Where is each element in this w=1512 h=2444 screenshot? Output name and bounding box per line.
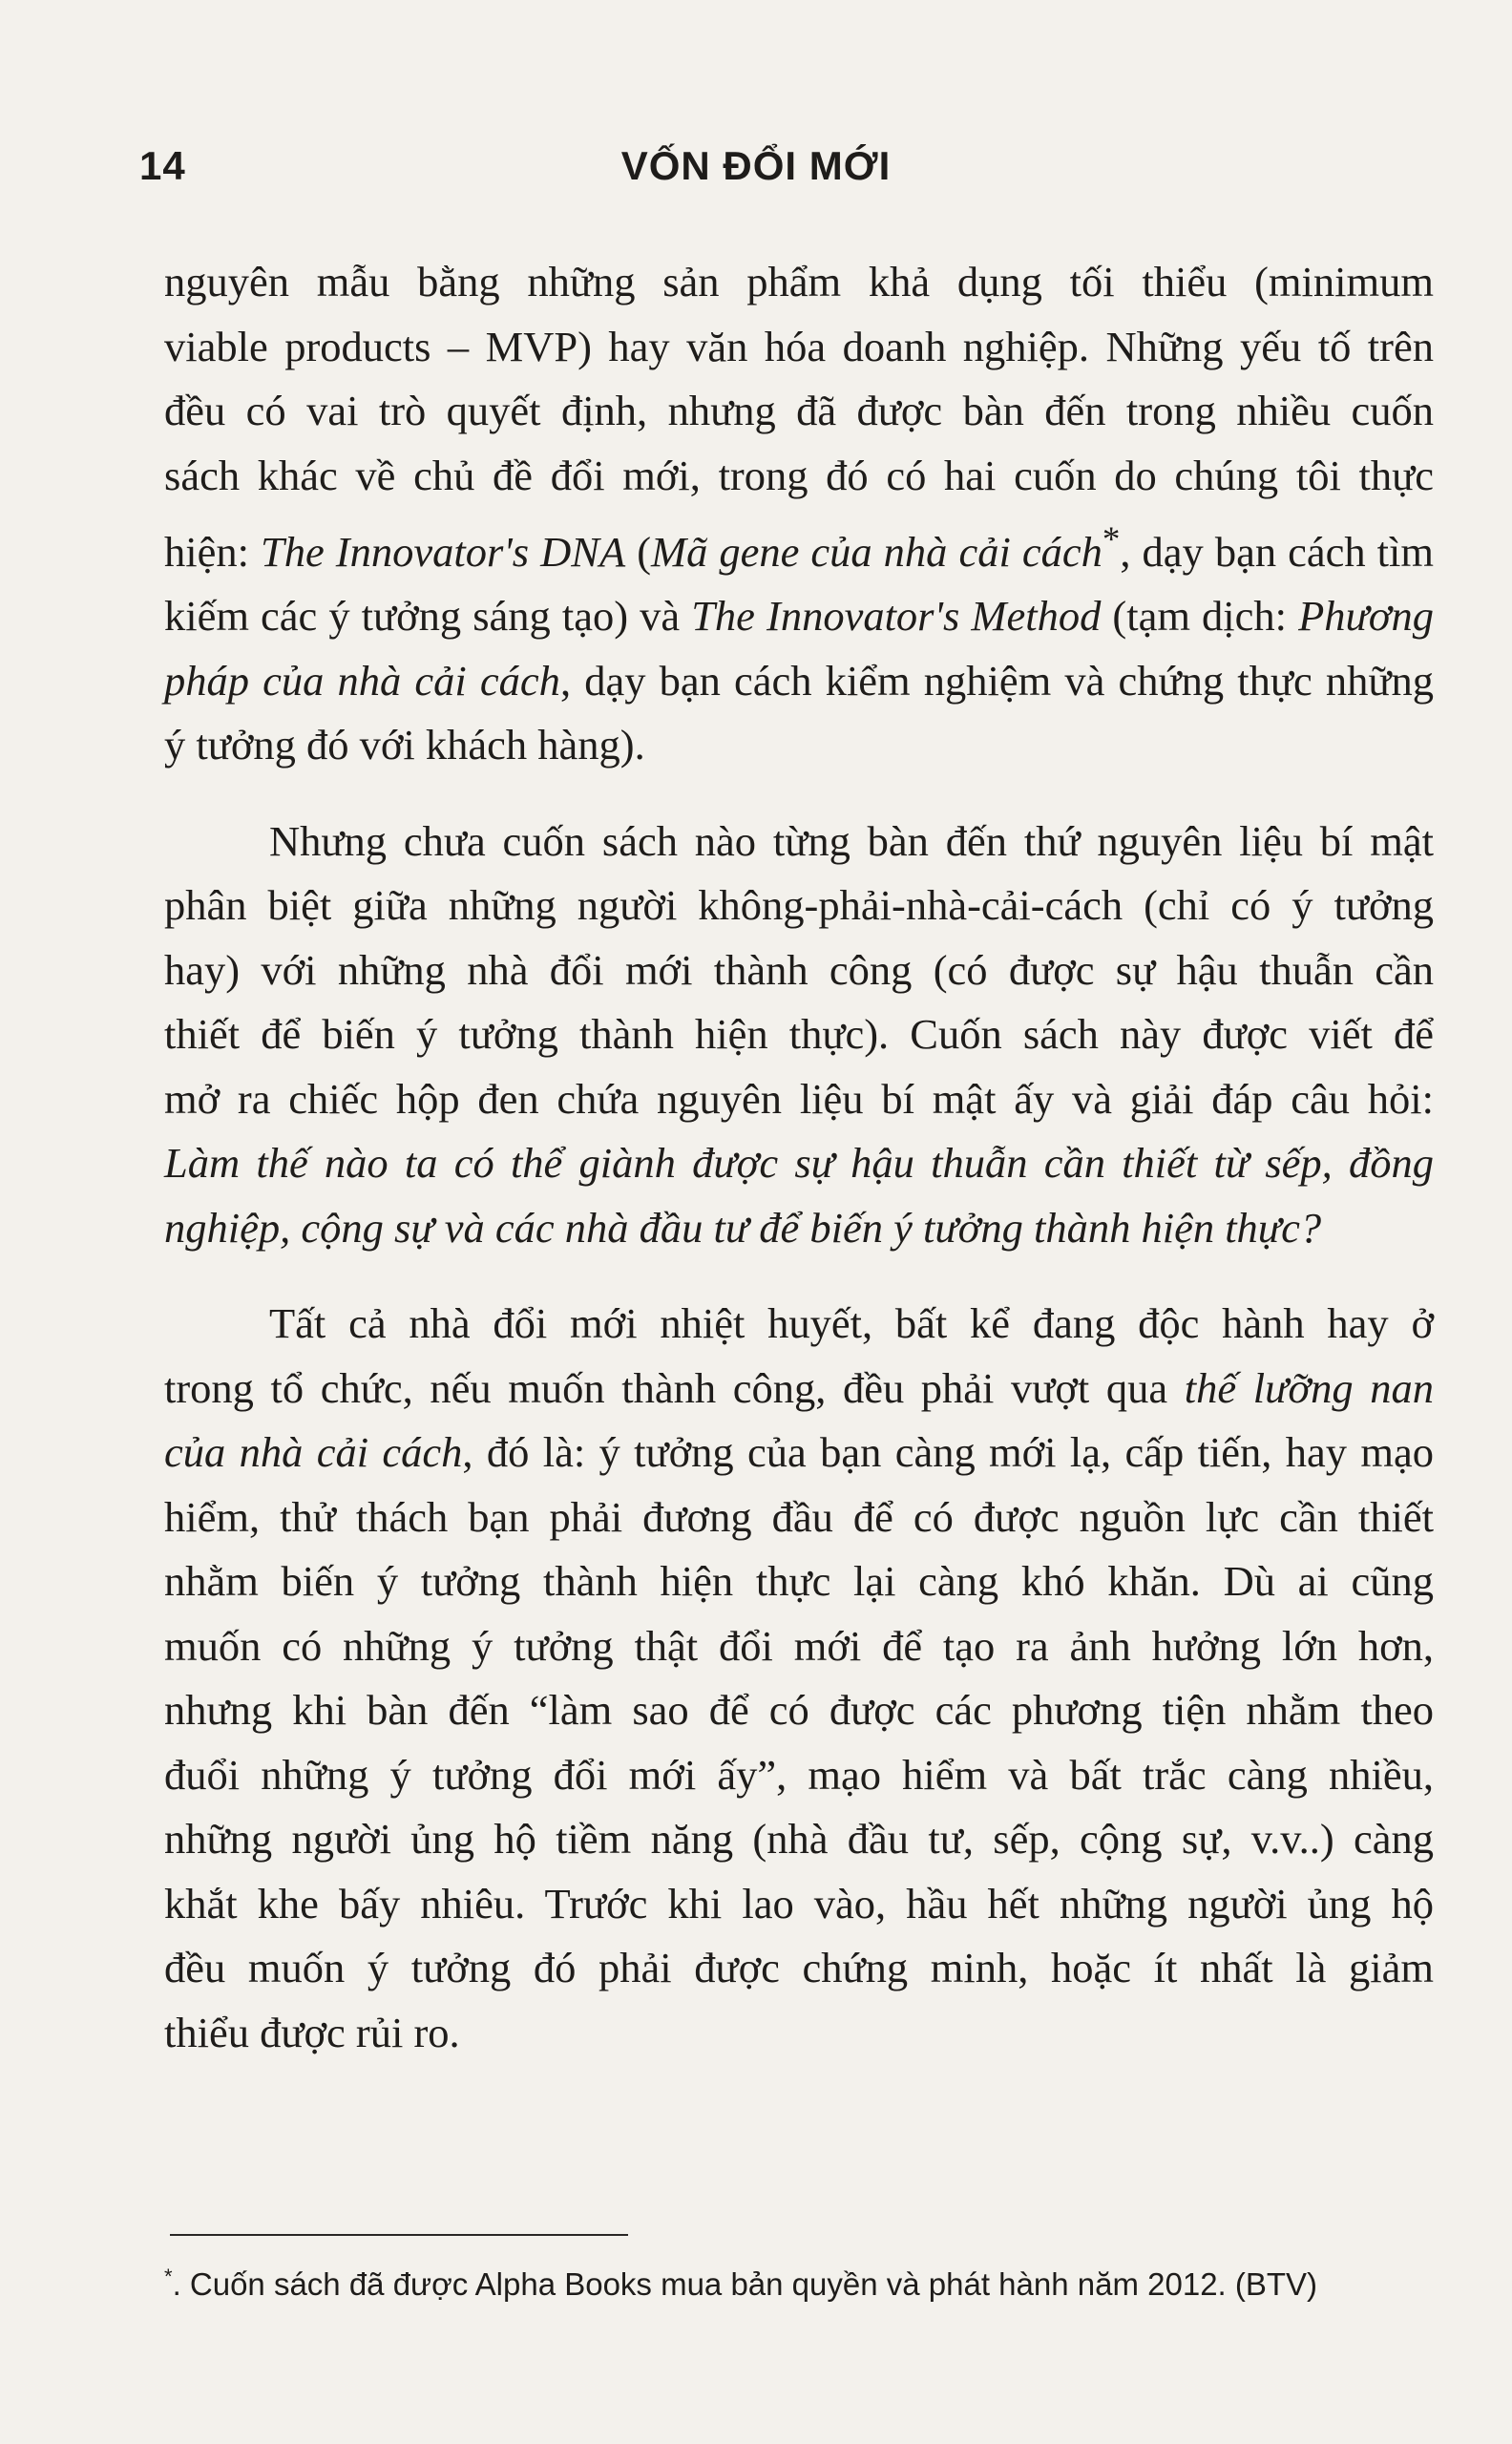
text-line: mở ra chiếc hộp đen chứa nguyên liệu bí mật ấy và giải đáp câu hỏi: xyxy=(164,1074,1434,1123)
page-header xyxy=(0,143,1512,200)
book-title-translation: pháp của nhà cải cách xyxy=(164,656,560,705)
text-line: muốn có những ý tưởng thật đổi mới để tạo ra ảnh hưởng lớn hơn, xyxy=(164,1621,1434,1670)
text-line: Nhưng chưa cuốn sách nào từng bàn đến thứ nguyên liệu bí mật xyxy=(269,816,1434,865)
running-title: VỐN ĐỔI MỚI xyxy=(620,143,892,188)
text-line: đuổi những ý tưởng đổi mới ấy”, mạo hiểm và bất trắc càng nhiều, xyxy=(164,1750,1434,1799)
text-run: hiện: xyxy=(164,527,262,576)
text-run: , đó là: ý tưởng của bạn càng mới lạ, cấp tiến, hay mạo xyxy=(462,1428,1434,1477)
emphasis: thế lưỡng nan xyxy=(1184,1363,1435,1412)
text-run: , dạy bạn cách kiểm nghiệm và chứng thực những xyxy=(559,656,1435,705)
body-text xyxy=(164,250,1434,2065)
text-run: (tạm dịch: xyxy=(1101,592,1299,641)
text-line: phân biệt giữa những người không-phải-nhà-cải-cách (chỉ có ý tưởng xyxy=(164,881,1434,930)
text-line: thiết để biến ý tưởng thành hiện thực). Cuốn sách này được viết để xyxy=(164,1010,1434,1059)
text-run: kiếm các ý tưởng sáng tạo) và xyxy=(164,592,692,641)
footnote-marker: * xyxy=(164,2265,173,2288)
text-line-italic: nghiệp, cộng sự và các nhà đầu tư để biến ý tưởng thành hiện thực? xyxy=(164,1203,1322,1252)
text-line: nhằm biến ý tưởng thành hiện thực lại càng khó khăn. Dù ai cũng xyxy=(164,1557,1434,1606)
footnote-marker: * xyxy=(1102,520,1121,559)
text-line-italic: Làm thế nào ta có thể giành được sự hậu thuẫn cần thiết từ sếp, đồng xyxy=(164,1139,1434,1188)
book-title-translation: Mã gene của nhà cải cách xyxy=(651,527,1102,576)
text-line: Tất cả nhà đổi mới nhiệt huyết, bất kể đang độc hành hay ở xyxy=(269,1299,1434,1348)
text-line: ý tưởng đó với khách hàng). xyxy=(164,721,645,769)
text-line xyxy=(164,508,1434,584)
emphasis: của nhà cải cách xyxy=(164,1428,463,1477)
text-line: hiểm, thử thách bạn phải đương đầu để có được nguồn lực cần thiết xyxy=(164,1492,1434,1541)
book-title-translation: Phương xyxy=(1298,592,1435,641)
text-line xyxy=(164,649,1434,714)
footnote-text: . Cuốn sách đã được Alpha Books mua bản quyền và phát hành năm 2012. (BTV) xyxy=(172,2266,1318,2302)
text-line: đều muốn ý tưởng đó phải được chứng minh, hoặc ít nhất là giảm xyxy=(164,1944,1434,1992)
footnote xyxy=(164,2265,1317,2303)
book-title: The Innovator's DNA xyxy=(261,527,626,576)
text-run: ( xyxy=(625,527,652,576)
text-line: thiểu được rủi ro. xyxy=(164,2008,460,2056)
text-line xyxy=(164,584,1434,649)
page-number: 14 xyxy=(139,143,186,188)
paragraph-3 xyxy=(164,1292,1434,2065)
paragraph-gap xyxy=(164,1260,1434,1292)
text-line: nhưng khi bàn đến “làm sao để có được các phương tiện nhằm theo xyxy=(164,1686,1434,1735)
text-line: đều có vai trò quyết định, nhưng đã được bàn đến trong nhiều cuốn xyxy=(164,387,1434,434)
text-line: khắt khe bấy nhiêu. Trước khi lao vào, hầu hết những người ủng hộ xyxy=(164,1879,1434,1928)
book-title: The Innovator's Method xyxy=(691,592,1102,641)
text-line: nguyên mẫu bằng những sản phẩm khả dụng tối thiểu (minimum xyxy=(164,258,1434,306)
footnote-divider xyxy=(170,2234,628,2236)
paragraph-gap xyxy=(164,778,1434,810)
text-line xyxy=(164,1357,1434,1422)
text-run: trong tổ chức, nếu muốn thành công, đều phải vượt qua xyxy=(164,1363,1185,1412)
paragraph-1 xyxy=(164,250,1434,778)
text-line: hay) với những nhà đổi mới thành công (có được sự hậu thuẫn cần xyxy=(164,945,1434,994)
text-run: , dạy bạn cách tìm xyxy=(1120,527,1434,576)
text-line: những người ủng hộ tiềm năng (nhà đầu tư, sếp, cộng sự, v.v..) càng xyxy=(164,1815,1434,1864)
text-line: viable products – MVP) hay văn hóa doanh nghiệp. Những yếu tố trên xyxy=(164,322,1434,370)
text-line: sách khác về chủ đề đổi mới, trong đó có hai cuốn do chúng tôi thực xyxy=(164,451,1434,499)
text-line xyxy=(164,1421,1434,1485)
paragraph-2 xyxy=(164,810,1434,1261)
